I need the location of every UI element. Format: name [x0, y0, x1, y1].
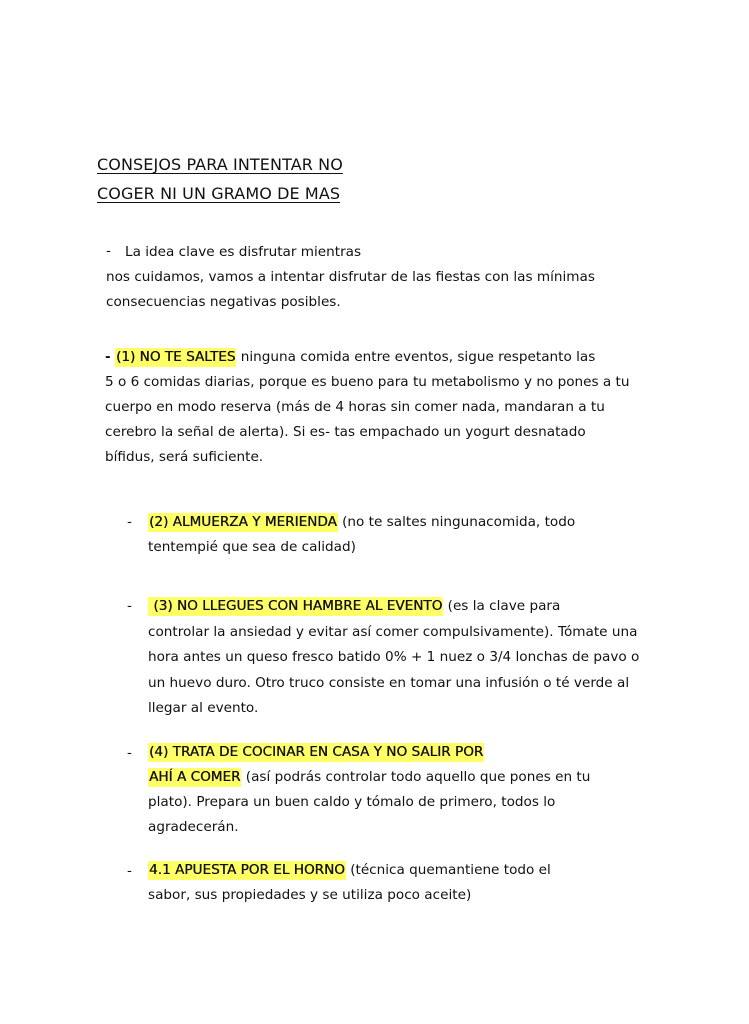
- tip-2-bullet: -: [127, 514, 132, 530]
- tip-3-paragraph: [148, 594, 658, 722]
- tip-2-highlight: (2) ALMUERZA Y MERIENDA: [149, 514, 337, 530]
- tip-3-line-1: (es la clave para: [447, 598, 561, 614]
- tip-4-1-highlight: 4.1 APUESTA POR EL HORNO: [149, 862, 345, 878]
- tip-1-line-5: bífidus, será suficiente.: [105, 449, 264, 465]
- tip-1-paragraph: [105, 345, 641, 470]
- tip-3-highlight: (3) NO LLEGUES CON HAMBRE AL EVENTO: [149, 598, 443, 614]
- tip-2-line-1: (no te saltes ningunacomida, todo: [342, 514, 576, 530]
- tip-4-paragraph: [148, 740, 648, 840]
- tip-4-highlight-1: (4) TRATA DE COCINAR EN CASA Y NO SALIR POR: [149, 744, 484, 760]
- intro-line-1: La idea clave es disfrutar mientras: [125, 244, 362, 260]
- tip-4-line-3: plato). Prepara un buen caldo y tómalo de primero, todos lo: [148, 794, 556, 810]
- tip-3-line-3: hora antes un queso fresco batido 0% + 1 nuez o 3/4 lonchas de pavo o: [148, 649, 640, 665]
- tip-3-line-5: llegar al evento.: [148, 700, 259, 716]
- tip-4-1-line-1: (técnica quemantiene todo el: [350, 862, 551, 878]
- tip-2-paragraph: [148, 510, 648, 560]
- tip-4-1-line-2: sabor, sus propiedades y se utiliza poco aceite): [148, 887, 472, 903]
- title-line-1: CONSEJOS PARA INTENTAR NO: [97, 155, 343, 174]
- tip-4-1-bullet: -: [127, 863, 132, 879]
- tip-1-line-3: cuerpo en modo reserva (más de 4 horas sin comer nada, mandaran a tu: [105, 399, 605, 415]
- tip-3-bullet: -: [127, 598, 132, 614]
- tip-1-bullet: -: [105, 349, 111, 365]
- tip-4-line-4: agradecerán.: [148, 819, 239, 835]
- tip-2-line-2: tentempié que sea de calidad): [148, 539, 356, 555]
- intro-paragraph: [106, 240, 651, 315]
- tip-4-line-2: (así podrás controlar todo aquello que pones en tu: [245, 769, 591, 785]
- tip-3-line-2: controlar la ansiedad y evitar así comer compulsivamente). Tómate una: [148, 623, 638, 640]
- tip-1-line-2: 5 o 6 comidas diarias, porque es bueno para tu metabolismo y no pones a tu: [105, 374, 630, 390]
- document-title: [97, 150, 343, 208]
- tip-1-highlight: (1) NO TE SALTES: [115, 349, 236, 365]
- intro-line-3: consecuencias negativas posibles.: [106, 294, 341, 310]
- tip-1-line-4: cerebro la señal de alerta). Si es- tas empachado un yogurt desnatado: [105, 424, 586, 440]
- title-line-2: COGER NI UN GRAMO DE MAS: [97, 184, 341, 203]
- tip-1-line-1: ninguna comida entre eventos, sigue respetanto las: [240, 349, 596, 365]
- tip-4-bullet: -: [127, 745, 132, 761]
- intro-bullet: -: [106, 243, 111, 259]
- tip-4-highlight-2: AHÍ A COMER: [149, 769, 241, 785]
- intro-line-2: nos cuidamos, vamos a intentar disfrutar de las fiestas con las mínimas: [106, 269, 595, 285]
- tip-4-1-paragraph: [148, 858, 648, 908]
- tip-3-line-4: un huevo duro. Otro truco consiste en tomar una infusión o té verde al: [148, 674, 630, 691]
